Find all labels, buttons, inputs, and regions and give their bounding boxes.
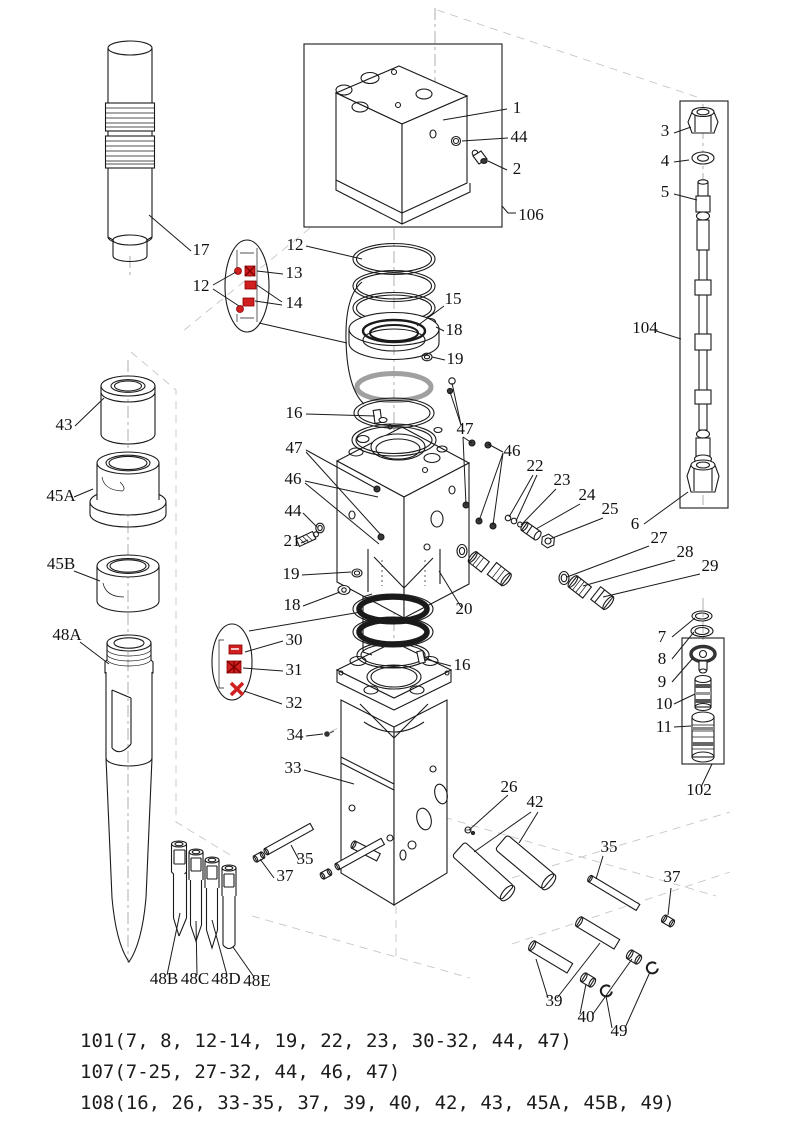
part-28-fitting (566, 574, 591, 598)
part-label-47b: 47 (456, 419, 474, 438)
part-label-42: 42 (526, 792, 544, 811)
part-25-nut (539, 532, 557, 550)
part-22-washers (505, 515, 522, 527)
part-label-19a: 19 (446, 349, 464, 368)
kit-note-108: 108(16, 26, 33-35, 37, 39, 40, 42, 43, 45A, 45B, 49) (80, 1092, 675, 1114)
part-39-pin-a (527, 940, 573, 973)
part-37-cap-right (660, 914, 675, 928)
part-1-cylinder-head-block (336, 66, 470, 224)
part-8-oring (691, 626, 713, 637)
part-37-cap-left (252, 851, 266, 863)
part-label-35a: 35 (296, 849, 314, 868)
part-label-40: 40 (577, 1007, 595, 1026)
seal-marker-14-upper (245, 281, 256, 289)
part-label-45B: 45B (46, 554, 76, 573)
part-10-valve-spool (695, 676, 711, 711)
part-label-28: 28 (676, 542, 694, 561)
part-label-4: 4 (660, 151, 670, 170)
seal-marker-12-lower (237, 306, 244, 313)
part-label-49: 49 (610, 1021, 628, 1040)
part-18-cap-left (338, 586, 350, 595)
part-44-oring-left (316, 523, 324, 533)
part-37-cap-left2 (319, 868, 333, 880)
part-label-26: 26 (500, 777, 518, 796)
part-label-43: 43 (55, 415, 73, 434)
part-2-plug-screw (472, 150, 487, 164)
part-label-48B: 48B (149, 969, 179, 988)
part-label-29: 29 (701, 556, 719, 575)
part-4-washer (692, 152, 714, 164)
part-label-31: 31 (285, 660, 303, 679)
part-label-5: 5 (660, 182, 670, 201)
part-label-18a: 18 (445, 320, 463, 339)
part-label-37b: 37 (663, 867, 681, 886)
part-3-nut (688, 108, 718, 134)
part-label-44a: 44 (510, 127, 528, 146)
part-24-check-valve (520, 521, 543, 541)
part-label-48E: 48E (243, 971, 271, 990)
part-33-front-head (337, 642, 451, 905)
part-27-oring (559, 572, 569, 585)
seal-detail-ellipse-2 (212, 624, 252, 700)
part-label-104: 104 (632, 318, 658, 337)
seal-marker-14-lower (243, 298, 254, 306)
part-label-16b: 16 (453, 655, 471, 674)
part-label-7: 7 (657, 627, 667, 646)
part-label-6: 6 (630, 514, 640, 533)
part-label-32: 32 (285, 693, 303, 712)
seal-marker-32 (231, 683, 243, 695)
oring-stack-upper (346, 244, 439, 457)
part-label-37a: 37 (276, 866, 294, 885)
part-6-nut (687, 460, 719, 492)
seal-detail-ellipse-1 (225, 240, 269, 332)
part-label-21: 21 (283, 531, 301, 550)
part-label-44b: 44 (284, 501, 302, 520)
kit-note-107: 107(7-25, 27-32, 44, 46, 47) (80, 1061, 401, 1083)
part-label-48C: 48C (180, 969, 210, 988)
part-44-oring-top (452, 137, 461, 146)
part-label-47a: 47 (285, 438, 303, 457)
part-label-20: 20 (455, 599, 473, 618)
part-label-23: 23 (553, 470, 571, 489)
part-35-pin-right (587, 875, 640, 911)
part-48E-tool-pin (222, 865, 236, 949)
part-40-cap-b (625, 949, 643, 965)
part-40-cap-a (579, 972, 597, 988)
part-label-15: 15 (444, 289, 462, 308)
part-label-12b: 12 (192, 276, 210, 295)
part-label-3: 3 (660, 121, 670, 140)
part-label-9: 9 (657, 672, 667, 691)
part-label-1: 1 (512, 98, 522, 117)
part-label-48D: 48D (211, 969, 241, 988)
part-26-screw (465, 827, 475, 835)
part-label-27: 27 (650, 528, 668, 547)
part-label-106: 106 (518, 205, 544, 224)
part-label-18b: 18 (283, 595, 301, 614)
part-34-screw (324, 731, 334, 737)
part-label-12a: 12 (286, 235, 304, 254)
part-29-plug (591, 587, 616, 611)
part-9-valve-seat (691, 647, 715, 674)
part-48B-tool-pin (172, 841, 187, 936)
part-label-25: 25 (601, 499, 619, 518)
part-11-valve-sleeve (692, 712, 714, 762)
part-7-oring (692, 611, 712, 621)
part-label-19b: 19 (282, 564, 300, 583)
part-label-10: 10 (655, 694, 673, 713)
kit-note-101: 101(7, 8, 12-14, 19, 22, 23, 30-32, 44, 47) (80, 1030, 572, 1052)
part-label-8: 8 (657, 649, 667, 668)
part-label-102: 102 (686, 780, 712, 799)
part-39-pin-b (574, 916, 620, 949)
part-label-24: 24 (578, 485, 596, 504)
part-20-valve-block (337, 425, 469, 618)
part-label-39: 39 (545, 991, 563, 1010)
part-17-piston (106, 41, 155, 261)
part-label-48A: 48A (52, 625, 82, 644)
part-48A-chisel (105, 635, 153, 962)
part-label-2: 2 (512, 159, 522, 178)
seal-marker-12-upper (235, 268, 242, 275)
part-label-45A: 45A (46, 486, 76, 505)
part-label-13: 13 (285, 263, 303, 282)
part-label-33: 33 (284, 758, 302, 777)
part-label-46a: 46 (284, 469, 302, 488)
part-label-30: 30 (285, 630, 303, 649)
part-label-16a: 16 (285, 403, 303, 422)
part-label-34: 34 (286, 725, 304, 744)
part-5-104-tie-rod (695, 180, 712, 463)
part-label-35b: 35 (600, 837, 618, 856)
part-42-stop-pins (452, 835, 558, 903)
part-label-22: 22 (526, 456, 544, 475)
part-label-11: 11 (655, 717, 673, 736)
part-label-14: 14 (285, 293, 303, 312)
part-label-46b: 46 (503, 441, 521, 460)
part-label-17: 17 (192, 240, 210, 259)
part-49-clip-b (646, 961, 659, 974)
part-48D-tool-pin (205, 857, 219, 948)
